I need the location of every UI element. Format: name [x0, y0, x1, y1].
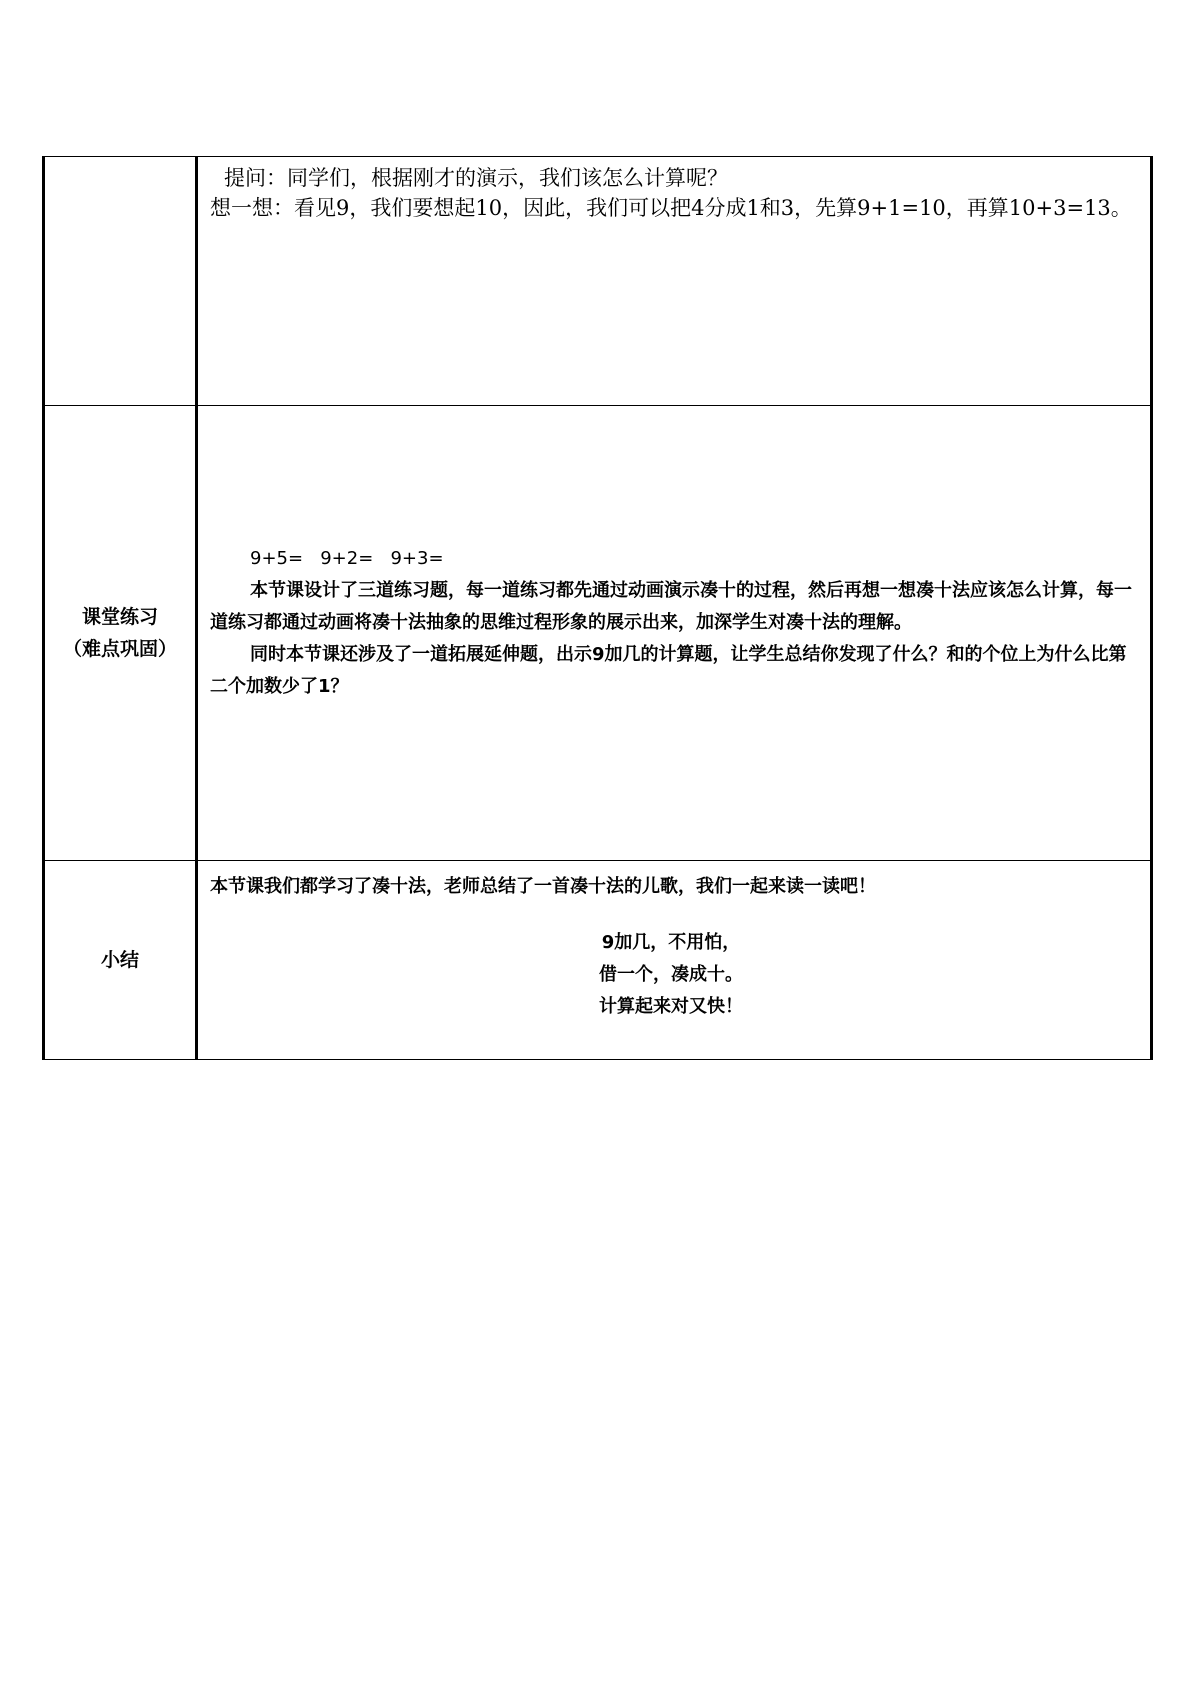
summary-poem: [210, 927, 1132, 1023]
think-text: 想一想：看见9，我们要想起10，因此，我们可以把4分成1和3，先算9+1=10，再算10+3=13。: [210, 196, 1132, 220]
row-label-practice: [44, 406, 197, 861]
exercise-list: 9+5= 9+2= 9+3=: [250, 548, 444, 569]
practice-paragraph-2: 同时本节课还涉及了一道拓展延伸题，出示9加几的计算题，让学生总结你发现了什么？和的个位上为什么比第二个加数少了1？: [210, 644, 1127, 697]
poem-line: 计算起来对又快！: [599, 996, 743, 1017]
row-label-empty: [44, 157, 197, 406]
row-label-practice-title: 课堂练习: [81, 606, 158, 628]
table-row: [44, 861, 1152, 1060]
content-cell-discussion: [197, 157, 1152, 406]
row-label-summary: 小结: [44, 861, 197, 1060]
row-label-practice-subtitle: （难点巩固）: [62, 638, 177, 660]
practice-paragraph-1: 本节课设计了三道练习题，每一道练习都先通过动画演示凑十的过程，然后再想一想凑十法应该怎么计算，每一道练习都通过动画将凑十法抽象的思维过程形象的展示出来，加深学生对凑十法的理解。: [210, 580, 1132, 633]
content-cell-summary: [197, 861, 1152, 1060]
lesson-plan-table: [42, 156, 1153, 1060]
table-row: [44, 406, 1152, 861]
table-row: [44, 157, 1152, 406]
summary-intro: 本节课我们都学习了凑十法，老师总结了一首凑十法的儿歌，我们一起来读一读吧！: [210, 876, 876, 897]
content-cell-practice: [197, 406, 1152, 861]
question-text: 提问：同学们，根据刚才的演示，我们该怎么计算呢？: [224, 166, 728, 190]
poem-line: 借一个，凑成十。: [599, 964, 743, 985]
poem-line: 9加几，不用怕，: [601, 932, 741, 953]
